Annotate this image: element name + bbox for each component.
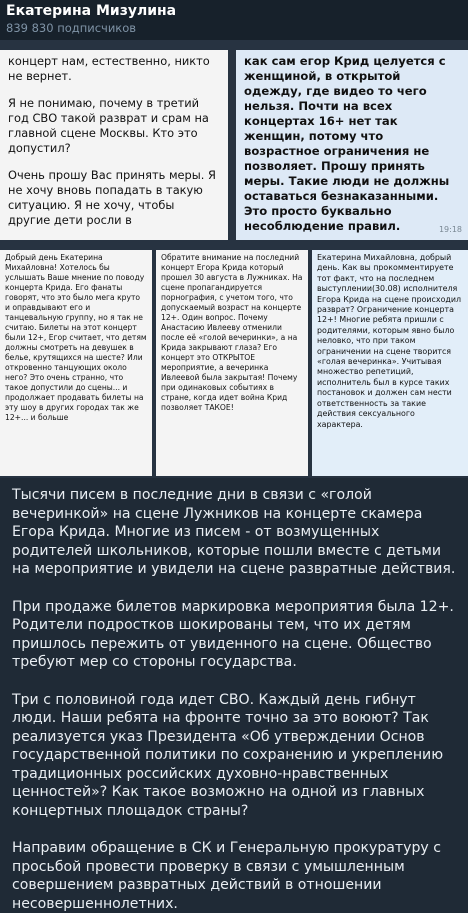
message-text: Екатерина Михайловна, добрый день. Как вы прокомментируете тот факт, что на последнем выступлении(30.08) исполнителя Егора Крида на сцене происходил разврат? Ограничение концерта 12+! Многие ребята пришли с родителями, которым явно было неловко, что при таком ограничении на сцене творится «голая вечеринка». Учитывая множество репетиций, исполнитель был в курсе таких постановок и должен сам нести ответственность за такие действия сексуального характера. xyxy=(317,253,462,429)
message-text: как сам егор Крид целуется с женщиной, в открытой одежду, где видео то чего нельзя. Почти на всех концертах 16+ нет так женщин, потому что возрастное ограничения не позволяет. Прошу принять меры. Такие люди не должны оставаться безнаказанными. Это просто буквально несоблюдение правил. xyxy=(244,54,450,233)
post-paragraph: Тысячи писем в последние дни в связи с «голой вечеринкой» на сцене Лужников на концерте скамера Егора Крида. Многие из писем - от возмущенных родителей школьников, которые пошли вместе с детьми на мероприятие и увидели на сцене развратные действия. xyxy=(12,487,456,577)
post-text xyxy=(0,480,468,912)
screenshot-message-4 xyxy=(156,250,308,476)
subscriber-count: 839 830 подписчиков xyxy=(6,21,137,35)
message-text: Обратите внимание на последний концерт Егора Крида который прошел 30 августа в Лужниках. На сцене пропагандируется порнография, с учетом того, что допускаемый возраст на концерте 12+. Один вопрос. Почему Анастасию Ивлееву отменили после её «голой вечеринки», а на Крида закрывают глаза? Его концерт это ОТКРЫТОЕ мероприятие, а вечеринка Ивлеевой была закрытая! Почему при одинаковых событиях в стране, когда идет война Крид позволяет ТАКОЕ! xyxy=(161,253,303,412)
message-line: Я не понимаю, почему в третий год СВО такой разврат и срам на главной сцене Москвы. Кто это допустил? xyxy=(8,96,209,155)
post-paragraph: Направим обращение в СК и Генеральную прокуратуру с просьбой провести проверку в связи с умышленным совершением развратных действий в отношении несовершеннолетних. xyxy=(12,840,441,912)
post-paragraph: При продаже билетов маркировка мероприятия была 12+. Родители подростков шокированы тем, что их детям пришлось пережить от увиденного на сцене. Общество требуют мер со стороны государства. xyxy=(12,598,454,670)
post-paragraph: Три с половиной года идет СВО. Каждый день гибнут люди. Наши ребята на фронте точно за это воюют? Так реализуется указ Президента «Об утверждении Основ государственной политики по сохранению и укреплению традиционных российских духовно-нравственных ценностей»? Как такое возможно на одной из главных концертных площадок страны? xyxy=(12,691,444,819)
message-line: Очень прошу Вас принять меры. Я не хочу вновь попадать в такую ситуацию. Я не хочу, чтобы другие дети росли в xyxy=(8,168,216,227)
screenshot-message-3 xyxy=(0,250,152,476)
message-text: Добрый день Екатерина Михайловна! Хотелось бы услышать Ваше мнение по поводу концерта Крида. Его фанаты говорят, что это было мега круто и оправдывают его и танцевальную группу, но я так не считаю. Билеты на этот концерт были 12+, Егор считает, что детям должны смотреть на девушек в белье, крутящихся на шесте? Или откровенно танцующих около него? Это очень странно, что такое допустили до сцены... и продолжает продавать билеты на эту шоу в других городах так же 12+... и больше xyxy=(5,253,147,422)
message-line: концерт нам, естественно, никто не вернет. xyxy=(8,54,210,83)
message-time: 19:18 xyxy=(438,225,462,234)
channel-name[interactable]: Екатерина Мизулина xyxy=(6,3,177,19)
screenshot-message-2 xyxy=(236,50,468,240)
screenshot-message-5 xyxy=(312,250,468,476)
channel-header[interactable] xyxy=(0,0,468,40)
screenshot-message-1 xyxy=(0,50,228,240)
